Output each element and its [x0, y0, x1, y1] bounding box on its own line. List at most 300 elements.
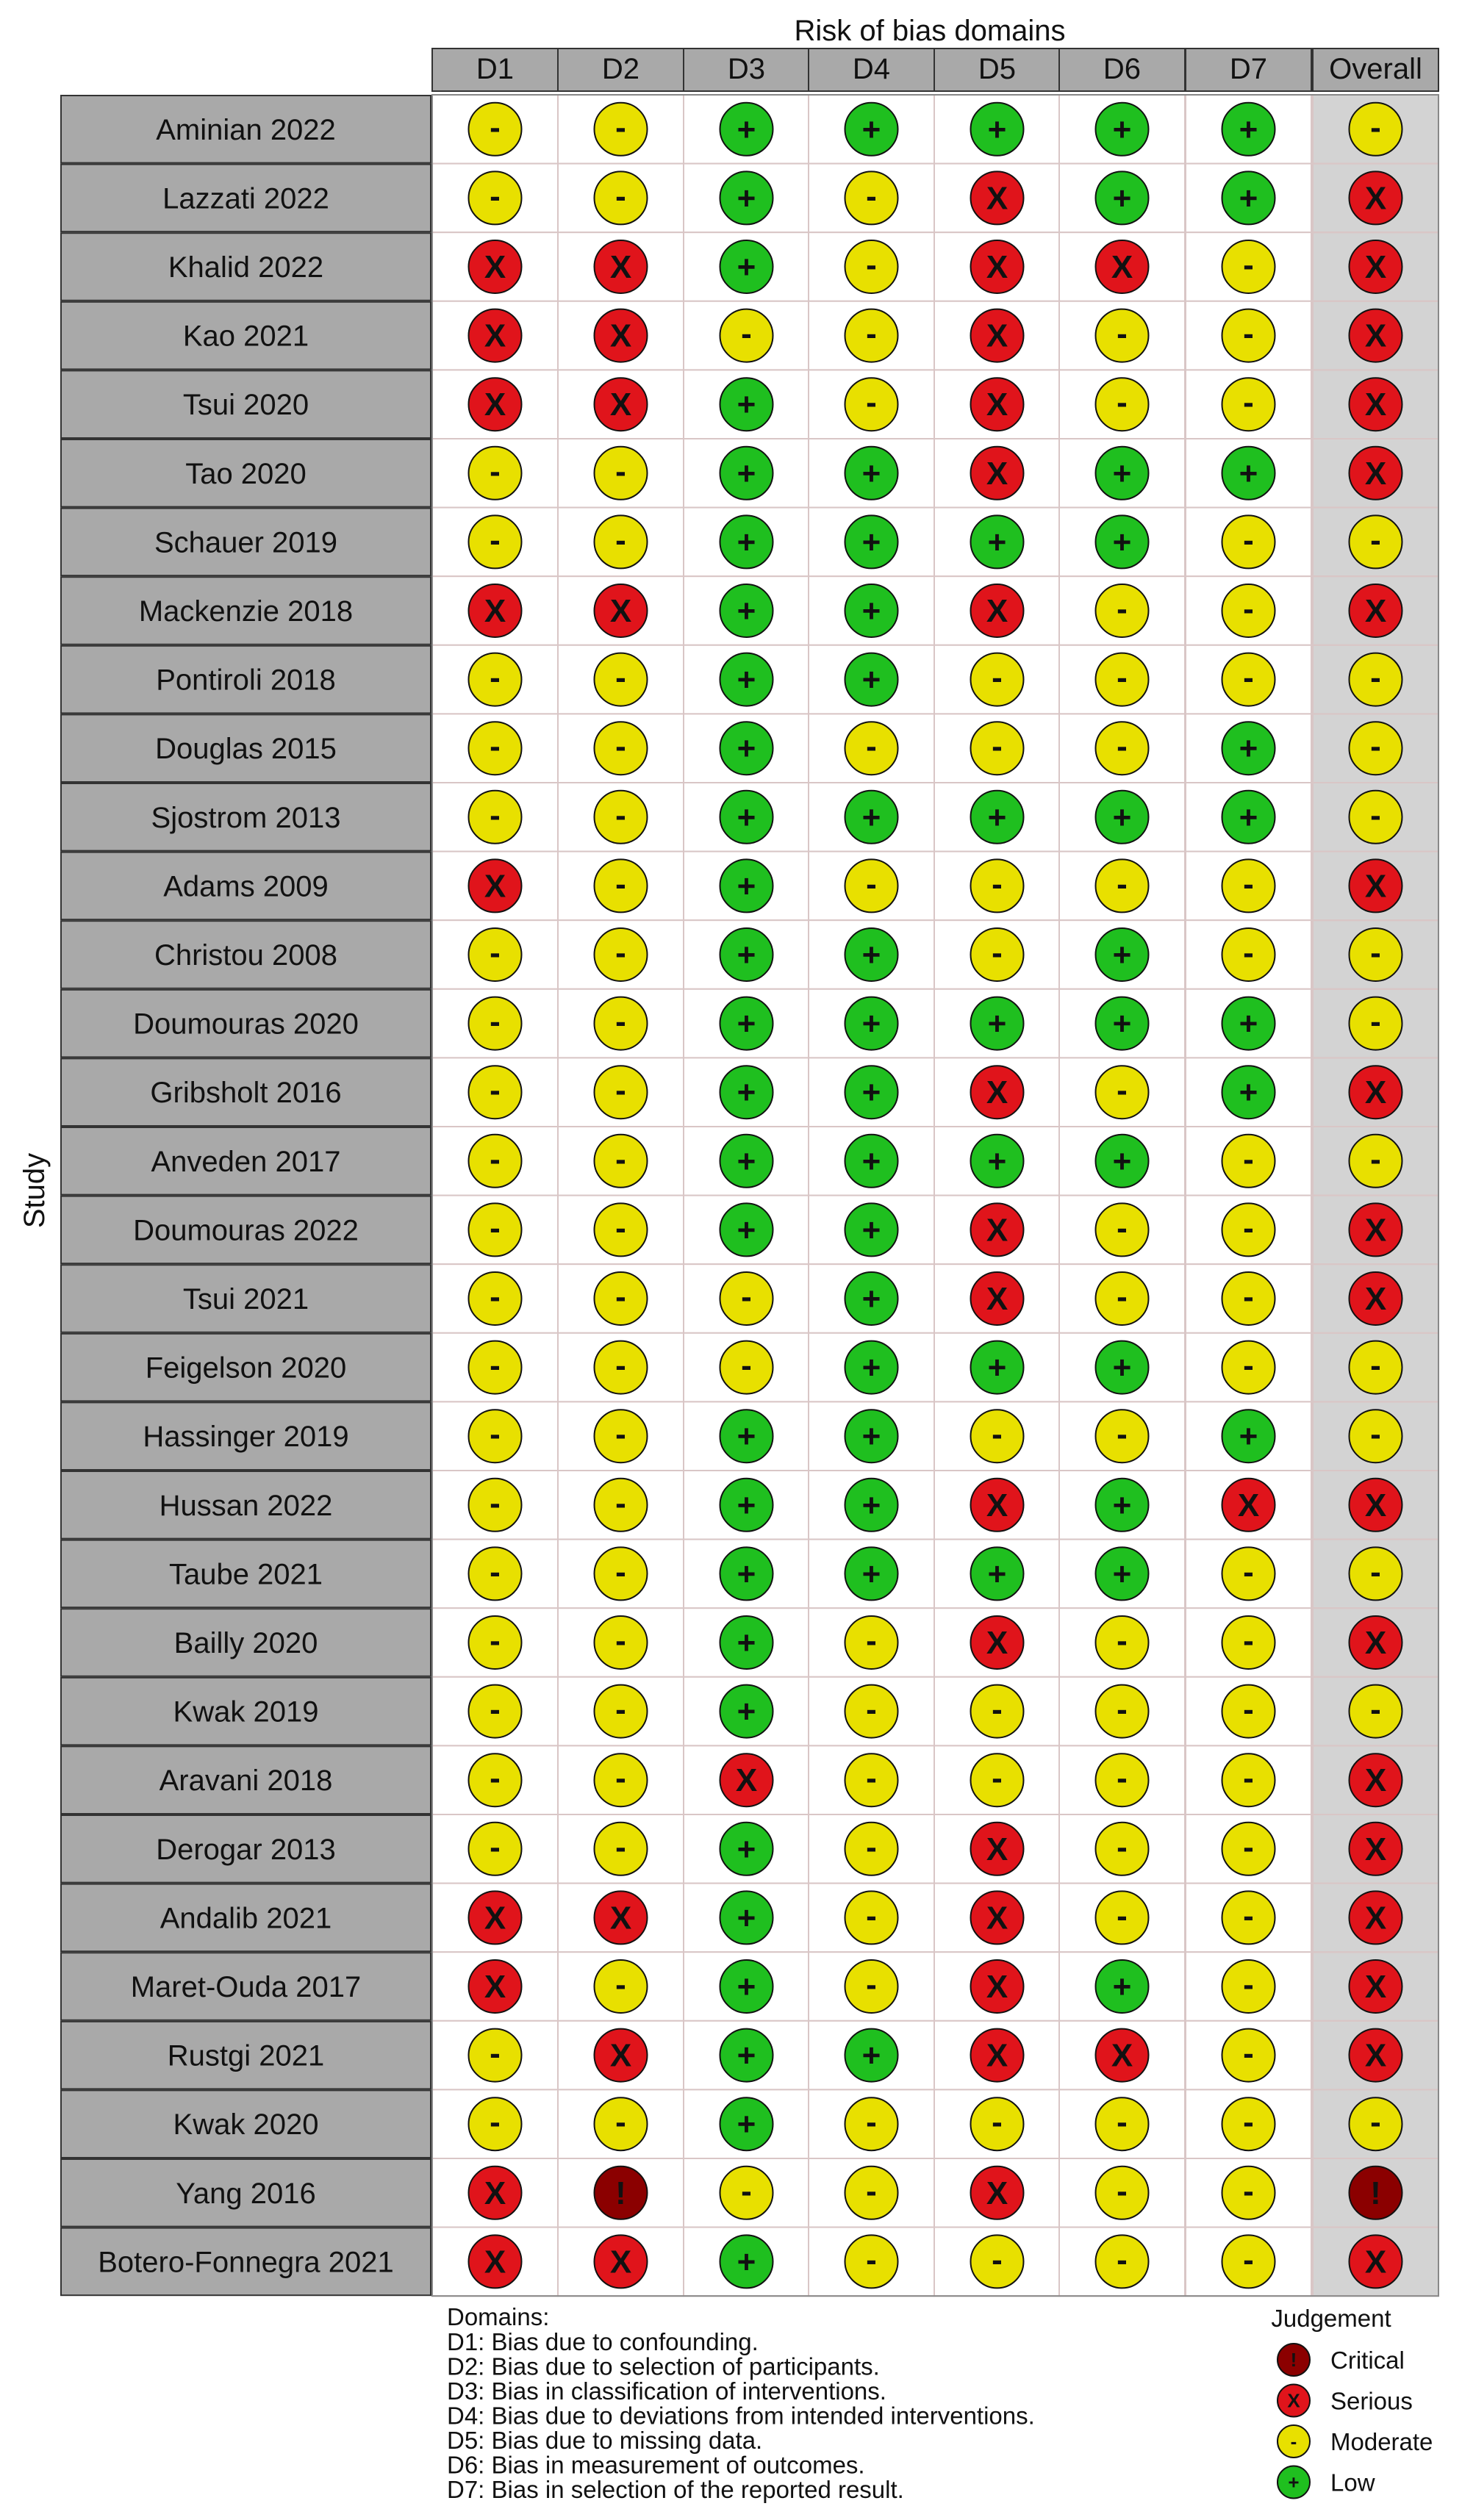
rating-cell-d5-moderate: [934, 920, 1060, 989]
moderate-rating-symbol: -: [1117, 1623, 1128, 1659]
study-label: Botero-Fonnegra 2021: [98, 2246, 394, 2279]
domain-definition: D3: Bias in classification of interventions.: [447, 2377, 886, 2405]
rating-cell-d2-moderate: [558, 1745, 684, 1814]
study-label: Gribsholt 2016: [150, 1077, 342, 1110]
rating-cell-d1-moderate: [432, 1333, 558, 1402]
rating-cell-d1-moderate: [432, 1127, 558, 1196]
study-label: Hassinger 2019: [143, 1421, 349, 1454]
moderate-rating-symbol: -: [992, 659, 1003, 696]
moderate-rating-symbol: -: [1243, 591, 1254, 627]
rating-cell-d3-moderate: [684, 2158, 809, 2228]
legend-item-moderate: [1278, 2425, 1433, 2458]
study-label: Hussan 2022: [159, 1489, 333, 1522]
moderate-rating-symbol: -: [615, 935, 626, 971]
rating-cell-d5-moderate: [934, 714, 1060, 783]
table-row: [61, 1401, 1438, 1471]
moderate-rating-symbol: -: [992, 1760, 1003, 1797]
serious-rating-symbol: X: [484, 2244, 506, 2280]
rating-cell-d5-serious: [934, 576, 1060, 645]
rating-cell-d4-low: [809, 508, 934, 577]
moderate-rating-symbol: -: [615, 1072, 626, 1109]
low-rating-symbol: +: [1112, 1487, 1132, 1523]
rating-cell-d3-low: [684, 1677, 809, 1746]
rating-cell-d6-low: [1059, 1952, 1185, 2021]
rating-cell-d2-moderate: [558, 95, 684, 164]
rating-cell-d3-serious: [684, 1745, 809, 1814]
rating-cell-d5-moderate: [934, 2089, 1060, 2158]
rating-cell-d2-moderate: [558, 1127, 684, 1196]
low-rating-symbol: +: [861, 661, 881, 698]
rating-cell-d5-serious: [934, 301, 1060, 370]
study-label: Aravani 2018: [159, 1765, 333, 1798]
rating-cell-d7-moderate: [1186, 508, 1311, 577]
serious-rating-symbol: X: [484, 249, 506, 285]
rating-cell-d5-serious: [934, 2158, 1060, 2228]
serious-legend-symbol: X: [1287, 2389, 1300, 2412]
rating-cell-d4-moderate: [809, 1952, 934, 2021]
moderate-rating-symbol: -: [490, 522, 501, 559]
rating-cell-d4-moderate: [809, 1608, 934, 1677]
table-row: [61, 1677, 1438, 1746]
moderate-rating-symbol: -: [615, 1760, 626, 1797]
rating-cell-d2-moderate: [558, 1608, 684, 1677]
low-rating-symbol: +: [987, 1005, 1007, 1042]
column-header-label: D7: [1229, 53, 1268, 85]
rating-cell-d7-moderate: [1186, 2089, 1311, 2158]
rating-cell-d6-moderate: [1059, 1264, 1185, 1333]
moderate-rating-symbol: -: [490, 1416, 501, 1453]
rating-cell-d5-serious: [934, 1196, 1060, 1265]
low-rating-symbol: +: [737, 799, 756, 836]
table-row: [61, 439, 1438, 508]
moderate-rating-symbol: -: [866, 1691, 877, 1728]
moderate-rating-symbol: -: [615, 866, 626, 902]
moderate-rating-symbol: -: [615, 728, 626, 765]
rating-cell-d2-moderate: [558, 1333, 684, 1402]
rating-cell-d4-moderate: [809, 2228, 934, 2297]
column-header-d2: [558, 49, 684, 91]
table-row: [61, 1058, 1438, 1127]
rating-cell-d2-moderate: [558, 164, 684, 233]
serious-rating-symbol: X: [1364, 1831, 1387, 1867]
low-rating-symbol: +: [737, 1556, 756, 1593]
rating-cell-d7-moderate: [1186, 920, 1311, 989]
column-header-d6: [1059, 49, 1185, 91]
rating-cell-d6-moderate: [1059, 1677, 1185, 1746]
rating-cell-d7-moderate: [1186, 1608, 1311, 1677]
moderate-rating-symbol: -: [1117, 1691, 1128, 1728]
rating-cell-d2-moderate: [558, 1677, 684, 1746]
low-rating-symbol: +: [737, 180, 756, 217]
moderate-rating-symbol: -: [1117, 1072, 1128, 1109]
rating-cell-d7-moderate: [1186, 852, 1311, 921]
rating-cell-d1-serious: [432, 2158, 558, 2228]
moderate-rating-symbol: -: [1117, 315, 1128, 352]
moderate-rating-symbol: -: [741, 315, 752, 352]
legend-item-low: [1278, 2466, 1375, 2499]
serious-rating-symbol: X: [986, 2037, 1008, 2074]
column-header-overall: [1313, 49, 1438, 91]
rating-cell-d6-moderate: [1059, 1058, 1185, 1127]
rating-cell-d4-moderate: [809, 232, 934, 301]
moderate-rating-symbol: -: [1243, 1623, 1254, 1659]
moderate-rating-symbol: -: [490, 797, 501, 833]
moderate-rating-symbol: -: [1243, 1554, 1254, 1590]
moderate-rating-symbol: -: [866, 247, 877, 283]
table-row: [61, 645, 1438, 714]
rating-cell-d1-serious: [432, 301, 558, 370]
rating-cell-d1-moderate: [432, 2021, 558, 2090]
moderate-rating-symbol: -: [615, 797, 626, 833]
moderate-rating-symbol: -: [1243, 2035, 1254, 2072]
moderate-rating-symbol: -: [1117, 384, 1128, 421]
table-row: [61, 576, 1438, 645]
low-rating-symbol: +: [1239, 455, 1258, 492]
table-row: [61, 2158, 1438, 2228]
rating-cell-d2-serious: [558, 1884, 684, 1953]
domain-definition: D5: Bias due to missing data.: [447, 2427, 763, 2454]
serious-rating-symbol: X: [484, 593, 506, 629]
rating-cell-d4-low: [809, 645, 934, 714]
serious-rating-symbol: X: [1364, 1762, 1387, 1799]
study-label: Taube 2021: [168, 1558, 323, 1591]
serious-rating-symbol: X: [609, 593, 632, 629]
moderate-rating-symbol: -: [866, 1898, 877, 1934]
rating-cell-d7-moderate: [1186, 1884, 1311, 1953]
table-row: [61, 164, 1438, 233]
low-rating-symbol: +: [861, 455, 881, 492]
moderate-rating-symbol: -: [615, 1485, 626, 1521]
table-row: [61, 989, 1438, 1058]
moderate-rating-symbol: -: [615, 1416, 626, 1453]
column-header-label: D6: [1103, 53, 1142, 85]
low-rating-symbol: +: [1239, 111, 1258, 148]
moderate-rating-symbol: -: [1370, 1691, 1381, 1728]
rating-cell-d1-moderate: [432, 714, 558, 783]
rating-cell-d4-low: [809, 2021, 934, 2090]
rating-cell-d4-moderate: [809, 1814, 934, 1884]
moderate-rating-symbol: -: [1370, 1416, 1381, 1453]
serious-rating-symbol: X: [1364, 1212, 1387, 1249]
low-rating-symbol: +: [1239, 1074, 1258, 1111]
study-label: Aminian 2022: [156, 113, 336, 146]
rating-cell-d3-moderate: [684, 1333, 809, 1402]
table-row: [61, 1264, 1438, 1333]
moderate-rating-symbol: -: [866, 1623, 877, 1659]
serious-rating-symbol: X: [1364, 1625, 1387, 1661]
rating-cell-d2-serious: [558, 370, 684, 439]
moderate-rating-symbol: -: [615, 2104, 626, 2141]
moderate-rating-symbol: -: [1117, 1760, 1128, 1797]
low-rating-symbol: +: [987, 524, 1007, 561]
column-header-label: D1: [476, 53, 515, 85]
rating-cell-d5-low: [934, 95, 1060, 164]
rating-cell-d3-low: [684, 2089, 809, 2158]
domain-definition: D7: Bias in selection of the reported result.: [447, 2476, 904, 2503]
rating-cell-d6-moderate: [1059, 301, 1185, 370]
low-rating-symbol: +: [861, 524, 881, 561]
study-label: Feigelson 2020: [145, 1351, 347, 1385]
moderate-rating-symbol: -: [1243, 522, 1254, 559]
rating-cell-d6-low: [1059, 920, 1185, 989]
serious-rating-symbol: X: [1364, 387, 1387, 423]
column-header-d3: [684, 49, 809, 91]
rating-cell-d3-low: [684, 1814, 809, 1884]
domain-definition: D4: Bias due to deviations from intended interventions.: [447, 2402, 1035, 2430]
low-rating-symbol: +: [737, 1969, 756, 2005]
rating-cell-d2-moderate: [558, 1471, 684, 1540]
rating-cell-d4-low: [809, 439, 934, 508]
rating-cell-d3-moderate: [684, 301, 809, 370]
low-rating-symbol: +: [737, 1418, 756, 1455]
moderate-rating-symbol: -: [741, 1279, 752, 1315]
moderate-rating-symbol: -: [992, 2241, 1003, 2278]
low-rating-symbol: +: [861, 1212, 881, 1249]
moderate-rating-symbol: -: [1243, 1691, 1254, 1728]
serious-rating-symbol: X: [609, 249, 632, 285]
moderate-rating-symbol: -: [490, 453, 501, 489]
moderate-rating-symbol: -: [490, 1279, 501, 1315]
moderate-rating-symbol: -: [615, 1554, 626, 1590]
study-label: Pontiroli 2018: [156, 664, 336, 697]
rating-cell-d7-moderate: [1186, 370, 1311, 439]
rating-cell-d5-low: [934, 1127, 1060, 1196]
rating-cell-d5-moderate: [934, 1401, 1060, 1471]
legend-title: Judgement: [1271, 2305, 1391, 2332]
rating-cell-d4-moderate: [809, 714, 934, 783]
rating-cell-d2-serious: [558, 2228, 684, 2297]
rating-cell-d1-serious: [432, 370, 558, 439]
serious-rating-symbol: X: [986, 1281, 1008, 1317]
low-rating-symbol: +: [1112, 455, 1132, 492]
legend-item-serious: [1278, 2385, 1413, 2417]
serious-rating-symbol: X: [484, 1969, 506, 2005]
low-rating-symbol: +: [861, 111, 881, 148]
serious-rating-symbol: X: [735, 1762, 758, 1799]
moderate-rating-symbol: -: [992, 1416, 1003, 1453]
rating-cell-d5-serious: [934, 1264, 1060, 1333]
rating-cell-d1-moderate: [432, 2089, 558, 2158]
rating-cell-d5-serious: [934, 439, 1060, 508]
rating-cell-d3-low: [684, 1196, 809, 1265]
rating-cell-d7-moderate: [1186, 1540, 1311, 1609]
rating-cell-d1-moderate: [432, 645, 558, 714]
rating-cell-d1-moderate: [432, 1196, 558, 1265]
rating-cell-d4-low: [809, 1058, 934, 1127]
rating-cell-d7-low: [1186, 714, 1311, 783]
moderate-rating-symbol: -: [615, 522, 626, 559]
low-rating-symbol: +: [737, 2244, 756, 2280]
rating-cell-d7-low: [1186, 1401, 1311, 1471]
low-rating-symbol: +: [737, 1625, 756, 1661]
rating-cell-d7-low: [1186, 439, 1311, 508]
moderate-rating-symbol: -: [1370, 1554, 1381, 1590]
rating-cell-d3-low: [684, 1884, 809, 1953]
low-rating-symbol: +: [737, 2037, 756, 2074]
rating-cell-d5-serious: [934, 2021, 1060, 2090]
serious-rating-symbol: X: [986, 1969, 1008, 2005]
rating-cell-d6-moderate: [1059, 1745, 1185, 1814]
rating-cell-d6-moderate: [1059, 1814, 1185, 1884]
low-rating-symbol: +: [861, 1349, 881, 1386]
study-label: Kwak 2020: [173, 2108, 319, 2142]
rating-cell-d5-serious: [934, 164, 1060, 233]
low-rating-symbol: +: [737, 455, 756, 492]
rating-cell-d3-low: [684, 852, 809, 921]
low-rating-symbol: +: [737, 2106, 756, 2143]
moderate-rating-symbol: -: [615, 1210, 626, 1246]
low-rating-symbol: +: [737, 1143, 756, 1180]
serious-rating-symbol: X: [1111, 249, 1133, 285]
moderate-rating-symbol: -: [992, 728, 1003, 765]
rating-cell-d4-low: [809, 783, 934, 852]
low-rating-symbol: +: [737, 249, 756, 285]
moderate-rating-symbol: -: [1243, 384, 1254, 421]
rating-cell-d6-low: [1059, 1540, 1185, 1609]
serious-rating-symbol: X: [1364, 1969, 1387, 2005]
rating-cell-d3-low: [684, 164, 809, 233]
low-rating-symbol: +: [737, 1693, 756, 1730]
rating-cell-d6-moderate: [1059, 645, 1185, 714]
low-rating-symbol: +: [987, 799, 1007, 836]
low-rating-symbol: +: [1112, 524, 1132, 561]
rating-cell-d3-low: [684, 95, 809, 164]
serious-rating-symbol: X: [1364, 1074, 1387, 1111]
domains-key: [447, 2303, 1035, 2503]
serious-rating-symbol: X: [986, 1074, 1008, 1111]
moderate-rating-symbol: -: [1370, 728, 1381, 765]
moderate-rating-symbol: -: [1370, 659, 1381, 696]
low-rating-symbol: +: [737, 1831, 756, 1867]
serious-rating-symbol: X: [1364, 2037, 1387, 2074]
study-label: Yang 2016: [176, 2177, 316, 2210]
rating-cell-d7-moderate: [1186, 2158, 1311, 2228]
legend-label: Moderate: [1330, 2428, 1433, 2455]
moderate-rating-symbol: -: [866, 1760, 877, 1797]
rating-cell-d3-low: [684, 1952, 809, 2021]
moderate-rating-symbol: -: [490, 728, 501, 765]
moderate-rating-symbol: -: [866, 2241, 877, 2278]
table-row: [61, 852, 1438, 921]
moderate-rating-symbol: -: [490, 2104, 501, 2141]
moderate-rating-symbol: -: [992, 1691, 1003, 1728]
critical-rating-symbol: !: [615, 2175, 626, 2211]
study-label: Doumouras 2020: [133, 1008, 359, 1041]
moderate-rating-symbol: -: [490, 1485, 501, 1521]
rating-cell-d5-moderate: [934, 852, 1060, 921]
rating-cell-d4-low: [809, 1401, 934, 1471]
moderate-rating-symbol: -: [1243, 2172, 1254, 2209]
moderate-rating-symbol: -: [490, 1003, 501, 1040]
table-row: [61, 301, 1438, 370]
low-rating-symbol: +: [1112, 1005, 1132, 1042]
moderate-rating-symbol: -: [1117, 2241, 1128, 2278]
rating-cell-d6-moderate: [1059, 714, 1185, 783]
rating-cell-d5-low: [934, 1540, 1060, 1609]
study-label: Doumouras 2022: [133, 1214, 359, 1247]
low-rating-symbol: +: [1239, 1418, 1258, 1455]
moderate-rating-symbol: -: [1117, 1828, 1128, 1865]
rating-cell-d6-moderate: [1059, 2228, 1185, 2297]
rating-cell-d1-moderate: [432, 1264, 558, 1333]
rating-cell-d2-moderate: [558, 852, 684, 921]
serious-rating-symbol: X: [484, 317, 506, 354]
rating-cell-d4-low: [809, 1333, 934, 1402]
moderate-rating-symbol: -: [615, 453, 626, 489]
rating-cell-d7-low: [1186, 1058, 1311, 1127]
rating-cell-d3-low: [684, 1608, 809, 1677]
moderate-rating-symbol: -: [490, 2035, 501, 2072]
study-label: Derogar 2013: [156, 1833, 336, 1866]
rating-cell-d1-moderate: [432, 164, 558, 233]
moderate-rating-symbol: -: [490, 178, 501, 215]
rating-cell-d2-moderate: [558, 2089, 684, 2158]
rating-cell-d4-low: [809, 989, 934, 1058]
study-label: Bailly 2020: [173, 1627, 318, 1659]
moderate-rating-symbol: -: [1370, 522, 1381, 559]
low-rating-symbol: +: [737, 868, 756, 905]
moderate-rating-symbol: -: [1243, 247, 1254, 283]
serious-rating-symbol: X: [1364, 455, 1387, 492]
study-label: Tao 2020: [185, 457, 307, 490]
rating-cell-d6-moderate: [1059, 2089, 1185, 2158]
rating-cell-d1-moderate: [432, 1745, 558, 1814]
moderate-rating-symbol: -: [490, 1623, 501, 1659]
serious-rating-symbol: X: [484, 1900, 506, 1936]
table-row: [61, 1608, 1438, 1677]
table-row: [61, 1333, 1438, 1402]
moderate-rating-symbol: -: [866, 315, 877, 352]
moderate-rating-symbol: -: [615, 1691, 626, 1728]
rating-cell-d1-moderate: [432, 1540, 558, 1609]
rating-cell-d2-moderate: [558, 1814, 684, 1884]
rating-cell-d2-moderate: [558, 1264, 684, 1333]
rating-cell-d4-moderate: [809, 1677, 934, 1746]
domain-definition: D2: Bias due to selection of participants.: [447, 2352, 880, 2380]
moderate-rating-symbol: -: [490, 1691, 501, 1728]
rating-cell-d7-moderate: [1186, 645, 1311, 714]
study-label: Schauer 2019: [154, 526, 338, 559]
rating-cell-d3-low: [684, 370, 809, 439]
low-rating-symbol: +: [737, 730, 756, 767]
column-header-label: D4: [852, 53, 891, 85]
moderate-rating-symbol: -: [1117, 1279, 1128, 1315]
rating-cell-d6-low: [1059, 1127, 1185, 1196]
low-rating-symbol: +: [861, 1418, 881, 1455]
serious-rating-symbol: X: [986, 1900, 1008, 1936]
rating-cell-d5-moderate: [934, 645, 1060, 714]
rating-cell-d2-moderate: [558, 645, 684, 714]
domain-definition: D6: Bias in measurement of outcomes.: [447, 2451, 865, 2479]
rating-cell-d4-moderate: [809, 1884, 934, 1953]
rating-cell-d2-moderate: [558, 1058, 684, 1127]
low-rating-symbol: +: [737, 524, 756, 561]
low-rating-symbol: +: [861, 2037, 881, 2074]
low-rating-symbol: +: [1239, 799, 1258, 836]
y-axis-label: Study: [18, 1152, 51, 1229]
study-label: Andalib 2021: [160, 1902, 332, 1935]
low-rating-symbol: +: [861, 593, 881, 629]
serious-rating-symbol: X: [484, 387, 506, 423]
rating-cell-d4-moderate: [809, 301, 934, 370]
table-row: [61, 2021, 1438, 2090]
moderate-rating-symbol: -: [1117, 1416, 1128, 1453]
rating-cell-d6-low: [1059, 508, 1185, 577]
serious-rating-symbol: X: [986, 249, 1008, 285]
rating-cell-d5-low: [934, 989, 1060, 1058]
moderate-rating-symbol: -: [1370, 1141, 1381, 1177]
serious-rating-symbol: X: [986, 387, 1008, 423]
